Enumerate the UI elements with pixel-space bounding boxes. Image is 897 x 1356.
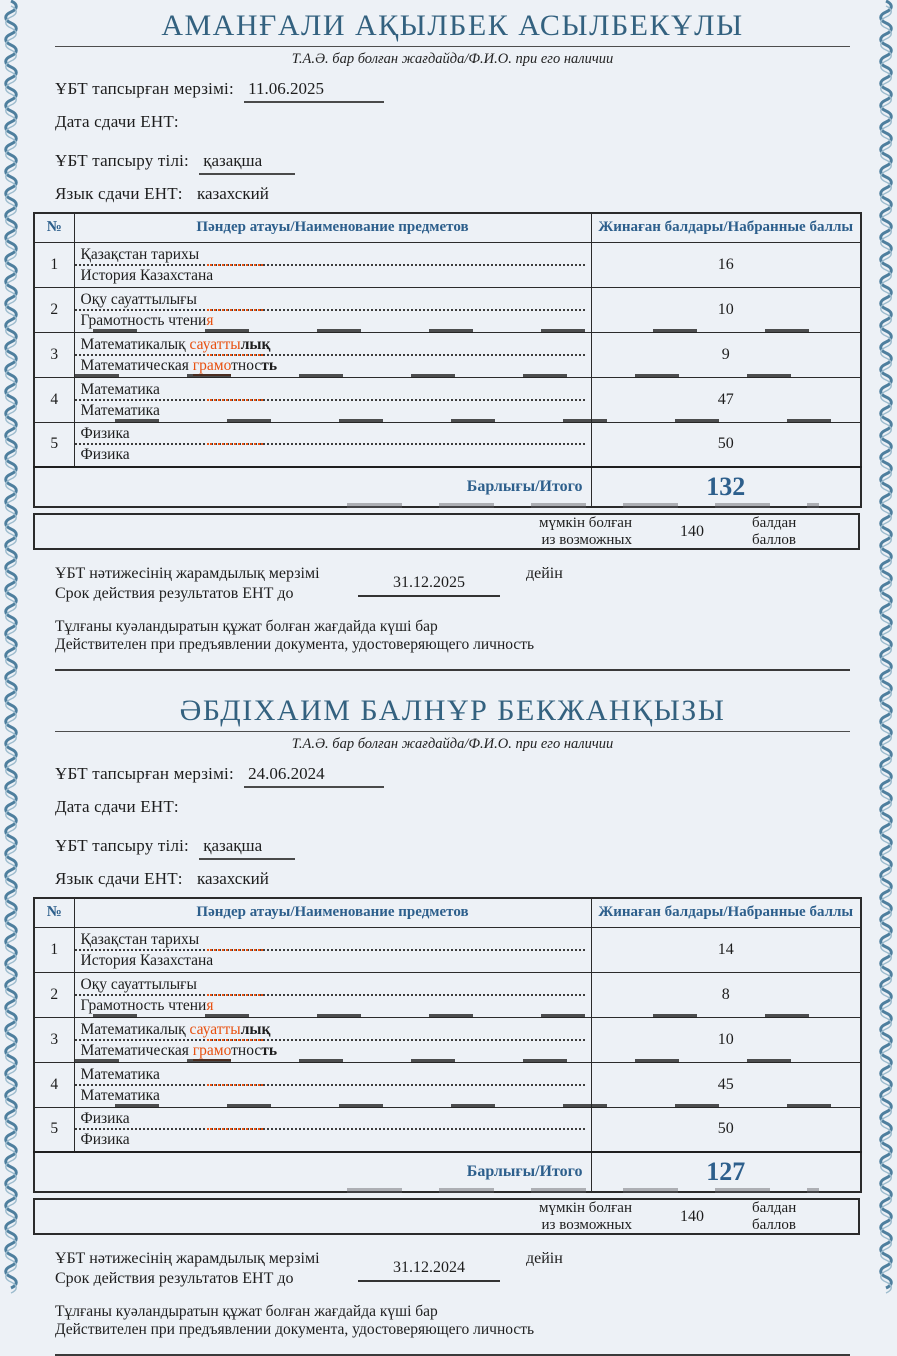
subject-cell xyxy=(74,242,591,287)
subject-name-ru xyxy=(75,1041,587,1060)
subject-cell xyxy=(74,377,591,422)
text-fragment: История Казахстана xyxy=(80,951,214,969)
subject-name-kk xyxy=(75,1109,587,1128)
subject-name-ru xyxy=(75,1130,587,1149)
text-fragment: Физика xyxy=(80,446,130,464)
subject-name-ru xyxy=(75,951,587,970)
text-fragment: сауатты xyxy=(189,1020,241,1038)
validity-date: 31.12.2025 xyxy=(358,574,500,597)
max-points-label-ru: из возможных xyxy=(541,531,632,548)
points-word xyxy=(752,1200,858,1234)
dotted-divider xyxy=(75,354,585,356)
subject-cell xyxy=(74,927,591,972)
table-row xyxy=(34,332,861,377)
exam-language-line-kk xyxy=(55,151,850,175)
text-fragment: Физика xyxy=(80,1131,130,1149)
orange-dot-segment xyxy=(207,1084,263,1086)
column-header-score: Жинаған балдары/Набранные баллы xyxy=(591,898,861,927)
subject-name-kk xyxy=(75,1020,587,1039)
exam-language-label-kk: ҰБТ тапсыру тілі: xyxy=(55,151,189,170)
student-name-title: ӘБДІХАИМ БАЛНҰР БЕКЖАНҚЫЗЫ xyxy=(179,694,726,727)
subject-score: 14 xyxy=(591,927,861,972)
max-points-value: 140 xyxy=(680,1208,704,1225)
title-divider xyxy=(55,731,850,732)
validity-labels xyxy=(55,1249,350,1289)
scores-table-wrap xyxy=(33,897,860,1193)
table-row xyxy=(34,242,861,287)
table-header-row xyxy=(34,213,861,242)
text-fragment: я xyxy=(206,996,214,1014)
table-row xyxy=(34,377,861,422)
subject-cell xyxy=(74,422,591,467)
table-header-row xyxy=(34,898,861,927)
dotted-divider xyxy=(75,399,585,401)
text-fragment: Оқу сауаттылығы xyxy=(80,290,197,308)
orange-dot-segment xyxy=(207,264,263,266)
table-row xyxy=(34,1062,861,1107)
subject-score: 10 xyxy=(591,287,861,332)
total-label: Барлығы/Итого xyxy=(34,467,591,507)
points-word-ru: баллов xyxy=(752,1216,796,1233)
orange-dot-segment xyxy=(207,309,263,311)
subject-name-kk xyxy=(75,245,587,264)
text-fragment: грамо xyxy=(192,356,232,374)
text-fragment: Математикалық xyxy=(80,335,190,353)
validity-label-kk: ҰБТ нәтижесінің жарамдылық мерзімі xyxy=(55,565,320,582)
subject-score: 8 xyxy=(591,972,861,1017)
text-fragment: Математика xyxy=(80,1086,160,1104)
certificate-bottom-divider xyxy=(55,669,850,671)
max-points-label-ru: из возможных xyxy=(541,1216,632,1233)
points-word-kk: балдан xyxy=(752,514,797,531)
text-fragment: Математикалық xyxy=(80,1020,190,1038)
subject-cell xyxy=(74,1017,591,1062)
ent-certificate xyxy=(0,10,897,671)
validity-labels xyxy=(55,564,350,604)
total-label: Барлығы/Итого xyxy=(34,1152,591,1192)
exam-date-line-ru xyxy=(55,112,850,132)
validity-note-kk: Тұлғаны куәландыратын құжат болған жағдайда күші бар xyxy=(55,618,438,635)
text-fragment: ть xyxy=(261,356,278,374)
column-header-number: № xyxy=(34,898,74,927)
exam-date-label-kk: ҰБТ тапсырған мерзімі: xyxy=(55,79,234,98)
text-fragment: Математическая xyxy=(80,356,193,374)
text-fragment: Қазақстан тарихы xyxy=(80,245,200,263)
row-number: 5 xyxy=(34,1107,74,1152)
validity-note xyxy=(55,1303,850,1339)
dotted-divider xyxy=(75,1039,585,1041)
dotted-divider xyxy=(75,994,585,996)
text-fragment: Математическая xyxy=(80,1041,193,1059)
exam-date-line-kk xyxy=(55,764,850,788)
max-points-row xyxy=(33,513,860,550)
exam-language-line-ru xyxy=(55,869,850,889)
validity-block xyxy=(55,564,850,604)
validity-note-ru: Действителен при предъявлении документа, удостоверяющего личность xyxy=(55,1321,535,1338)
exam-date-value: 24.06.2024 xyxy=(244,764,384,788)
validity-note xyxy=(55,618,850,654)
subject-score: 47 xyxy=(591,377,861,422)
exam-language-value-kk: қазақша xyxy=(199,836,295,860)
subject-cell xyxy=(74,1062,591,1107)
dotted-divider xyxy=(75,443,585,445)
guilloche-border-right-icon xyxy=(877,0,895,1280)
total-value: 127 xyxy=(591,1152,861,1192)
column-header-number: № xyxy=(34,213,74,242)
name-note: Т.А.Ә. бар болған жағдайда/Ф.И.О. при его наличии xyxy=(291,51,614,67)
text-fragment: История Казахстана xyxy=(80,266,214,284)
subject-name-kk xyxy=(75,424,587,443)
subject-name-ru xyxy=(75,445,587,464)
total-row xyxy=(34,1152,861,1192)
max-points-label xyxy=(539,1200,632,1234)
max-points-row xyxy=(33,1198,860,1235)
name-note: Т.А.Ә. бар болған жағдайда/Ф.И.О. при его наличии xyxy=(291,736,614,752)
subject-name-ru xyxy=(75,356,587,375)
row-number: 1 xyxy=(34,927,74,972)
table-row xyxy=(34,972,861,1017)
exam-date-line-kk xyxy=(55,79,850,103)
row-number: 1 xyxy=(34,242,74,287)
orange-dot-segment xyxy=(207,399,263,401)
subject-name-kk xyxy=(75,1065,587,1084)
points-word-kk: балдан xyxy=(752,1199,797,1216)
validity-until-word: дейін xyxy=(526,1250,563,1267)
text-fragment: я xyxy=(206,311,214,329)
text-fragment: Физика xyxy=(80,425,130,443)
dotted-divider xyxy=(75,1084,585,1086)
exam-language-line-ru xyxy=(55,184,850,204)
text-fragment: ть xyxy=(261,1041,278,1059)
subject-score: 50 xyxy=(591,1107,861,1152)
exam-language-label-kk: ҰБТ тапсыру тілі: xyxy=(55,836,189,855)
row-number: 4 xyxy=(34,377,74,422)
exam-language-label-ru: Язык сдачи ЕНТ: xyxy=(55,869,183,888)
total-value: 132 xyxy=(591,467,861,507)
column-header-subject: Пәндер атауы/Наименование предметов xyxy=(74,898,591,927)
dotted-divider xyxy=(75,1128,585,1130)
subject-score: 45 xyxy=(591,1062,861,1107)
scores-table xyxy=(33,897,862,1193)
subject-cell xyxy=(74,1107,591,1152)
total-row xyxy=(34,467,861,507)
orange-dot-segment xyxy=(207,994,263,996)
exam-language-value-ru: казахский xyxy=(196,869,269,888)
exam-language-line-kk xyxy=(55,836,850,860)
subject-score: 16 xyxy=(591,242,861,287)
column-header-score: Жинаған балдары/Набранные баллы xyxy=(591,213,861,242)
subject-score: 10 xyxy=(591,1017,861,1062)
max-points-label-kk: мүмкін болған xyxy=(539,1199,632,1216)
row-number: 3 xyxy=(34,332,74,377)
table-row xyxy=(34,1107,861,1152)
text-fragment: Математика xyxy=(80,1065,160,1083)
max-points-label-kk: мүмкін болған xyxy=(539,514,632,531)
text-fragment: Грамотность чтени xyxy=(80,996,207,1014)
subject-score: 9 xyxy=(591,332,861,377)
subject-cell xyxy=(74,972,591,1017)
subject-cell xyxy=(74,332,591,377)
student-name-title: АМАНҒАЛИ АҚЫЛБЕК АСЫЛБЕКҰЛЫ xyxy=(161,9,744,42)
row-number: 2 xyxy=(34,287,74,332)
text-fragment: Оқу сауаттылығы xyxy=(80,975,197,993)
orange-dot-segment xyxy=(207,949,263,951)
exam-date-label-ru: Дата сдачи ЕНТ: xyxy=(55,797,179,816)
subject-name-kk xyxy=(75,380,587,399)
text-fragment: Математика xyxy=(80,380,160,398)
exam-date-value: 11.06.2025 xyxy=(244,79,384,103)
subject-name-ru xyxy=(75,311,587,330)
points-word-ru: баллов xyxy=(752,531,796,548)
max-points-label xyxy=(539,515,632,549)
validity-block xyxy=(55,1249,850,1289)
orange-dot-segment xyxy=(207,1039,263,1041)
ent-certificate xyxy=(0,695,897,1356)
subject-name-ru xyxy=(75,996,587,1015)
column-header-subject: Пәндер атауы/Наименование предметов xyxy=(74,213,591,242)
subject-name-ru xyxy=(75,401,587,420)
max-points-value: 140 xyxy=(680,523,704,540)
validity-date: 31.12.2024 xyxy=(358,1259,500,1282)
table-row xyxy=(34,422,861,467)
validity-note-kk: Тұлғаны куәландыратын құжат болған жағдайда күші бар xyxy=(55,1303,438,1320)
row-number: 3 xyxy=(34,1017,74,1062)
subject-name-ru xyxy=(75,1086,587,1105)
orange-dot-segment xyxy=(207,354,263,356)
scores-table xyxy=(33,212,862,508)
subject-score: 50 xyxy=(591,422,861,467)
exam-language-value-kk: қазақша xyxy=(199,151,295,175)
subject-name-kk xyxy=(75,975,587,994)
title-divider xyxy=(55,46,850,47)
guilloche-border-left-icon xyxy=(2,0,20,1280)
orange-dot-segment xyxy=(207,1128,263,1130)
validity-label-kk: ҰБТ нәтижесінің жарамдылық мерзімі xyxy=(55,1250,320,1267)
subject-name-kk xyxy=(75,930,587,949)
subject-cell xyxy=(74,287,591,332)
row-number: 4 xyxy=(34,1062,74,1107)
exam-date-label-ru: Дата сдачи ЕНТ: xyxy=(55,112,179,131)
text-fragment: Физика xyxy=(80,1110,130,1128)
text-fragment: лық xyxy=(240,335,271,353)
validity-label-ru: Срок действия результатов ЕНТ до xyxy=(55,1270,294,1287)
row-number: 5 xyxy=(34,422,74,467)
exam-date-line-ru xyxy=(55,797,850,817)
text-fragment: сауатты xyxy=(189,335,241,353)
table-row xyxy=(34,927,861,972)
text-fragment: тнос xyxy=(231,356,262,374)
validity-until-word: дейін xyxy=(526,565,563,582)
dotted-divider xyxy=(75,949,585,951)
dotted-divider xyxy=(75,264,585,266)
text-fragment: лық xyxy=(240,1020,271,1038)
text-fragment: Грамотность чтени xyxy=(80,311,207,329)
subject-name-ru xyxy=(75,266,587,285)
text-fragment: Қазақстан тарихы xyxy=(80,930,200,948)
scores-table-wrap xyxy=(33,212,860,508)
validity-label-ru: Срок действия результатов ЕНТ до xyxy=(55,585,294,602)
points-word xyxy=(752,515,858,549)
orange-dot-segment xyxy=(207,443,263,445)
dotted-divider xyxy=(75,309,585,311)
exam-language-label-ru: Язык сдачи ЕНТ: xyxy=(55,184,183,203)
validity-note-ru: Действителен при предъявлении документа, удостоверяющего личность xyxy=(55,636,535,653)
exam-date-label-kk: ҰБТ тапсырған мерзімі: xyxy=(55,764,234,783)
subject-name-kk xyxy=(75,335,587,354)
row-number: 2 xyxy=(34,972,74,1017)
text-fragment: Математика xyxy=(80,401,160,419)
exam-language-value-ru: казахский xyxy=(196,184,269,203)
subject-name-kk xyxy=(75,290,587,309)
table-row xyxy=(34,287,861,332)
text-fragment: тнос xyxy=(231,1041,262,1059)
table-row xyxy=(34,1017,861,1062)
text-fragment: грамо xyxy=(192,1041,232,1059)
